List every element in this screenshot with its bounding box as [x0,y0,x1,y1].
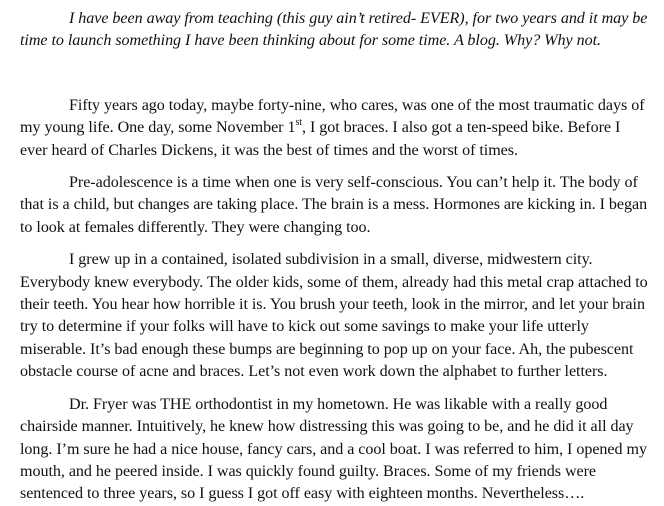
paragraph-braces-day [20,95,648,162]
ordinal-superscript: st [295,116,303,128]
paragraph-subdivision: I grew up in a contained, isolated subdivision in a small, diverse, midwestern city. Everybody knew everybody. The older kids, some of them, already had this metal crap attached to their teeth. You hear how horrible it is. You brush your teeth, look in the mirror, and let your brain try to determine if your folks will have to kick out some savings to make your life utterly miserable. It’s bad enough these bumps are beginning to pop up on your face. Ah, the pubescent obstacle course of acne and braces. Let’s not even work down the alphabet to further letters. [20,251,648,381]
intro-paragraph: I have been away from teaching (this guy ain’t retired- EVER), for two years and it may be time to launch something I have been thinking about for some time. A blog. Why? Why not. [20,10,648,50]
paragraph-text: Fifty years ago today, maybe forty-nine, who cares, was one of the most traumatic days of my young life. One day, some November 1 [20,96,645,137]
paragraph-text: , I got braces. I also got a ten-speed bike. Before I ever heard of Charles Dickens, it was the best of times and the worst of times. [20,119,621,159]
paragraph-pre-adolescence: Pre-adolescence is a time when one is very self-conscious. You can’t help it. The body of that is a child, but changes are taking place. The brain is a mess. Hormones are kicking in. I began to look at females differently. They were changing too. [20,174,648,236]
paragraph-orthodontist: Dr. Fryer was THE orthodontist in my hometown. He was likable with a really good chairside manner. Intuitively, he knew how distressing this was going to be, and he did it all day long. I’m sure he had a nice house, fancy cars, and a cool boat. I was referred to him, I opened my mouth, and he peered inside. I was quickly found guilty. Braces. Some of my friends were sentenced to three years, so I guess I got off easy with eighteen months. Nevertheless…. [20,395,647,503]
document-body [20,8,648,506]
